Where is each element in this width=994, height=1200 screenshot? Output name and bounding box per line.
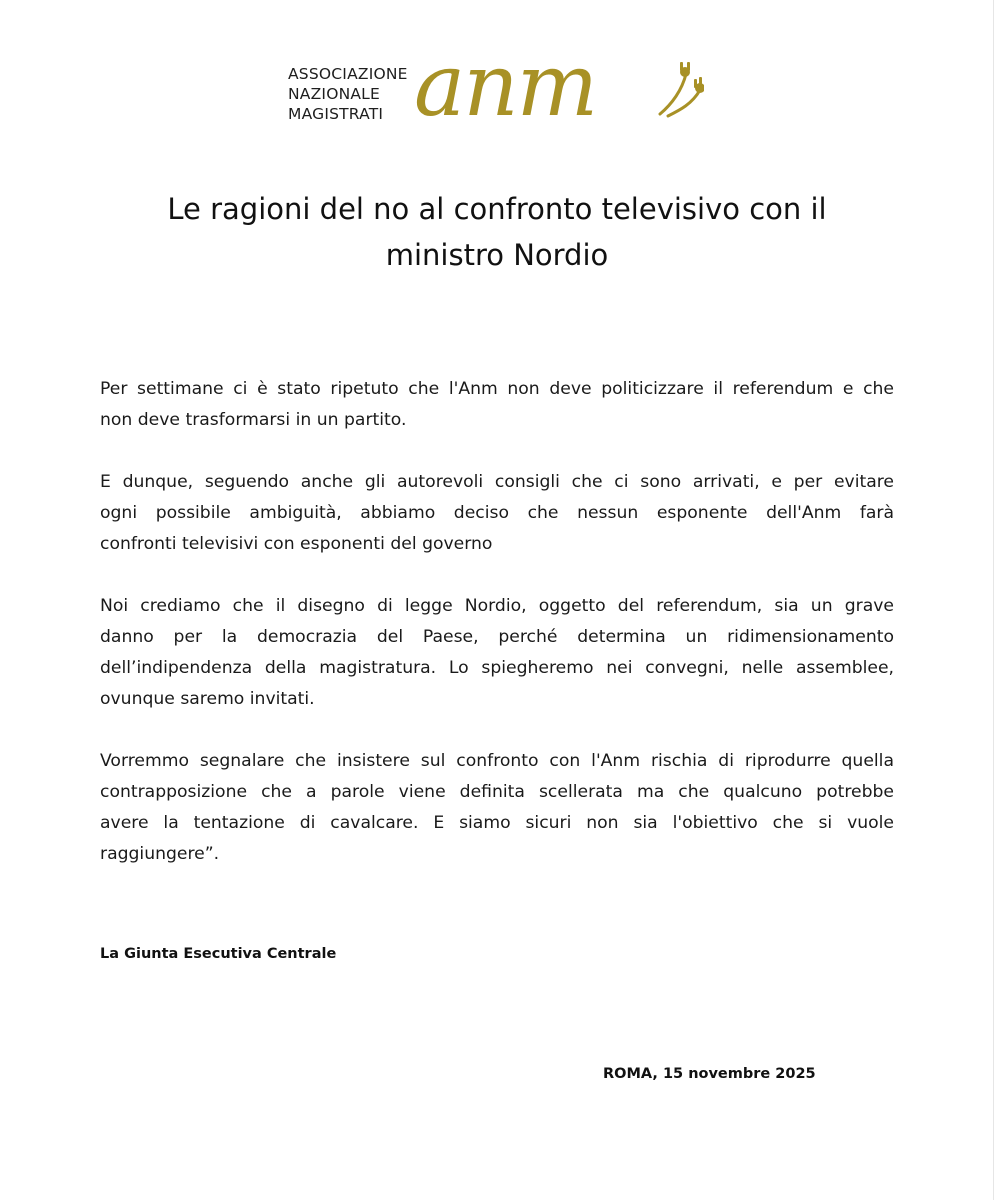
paragraph-line: avere la tentazione di cavalcare. E siamo sicuri non sia l'obiettivo che si vuole — [100, 813, 894, 833]
paragraph-line: E dunque, seguendo anche gli autorevoli consigli che ci sono arrivati, e per evitare — [100, 472, 894, 492]
date-line: ROMA, 15 novembre 2025 — [603, 1066, 816, 1082]
title-line: Le ragioni del no al confronto televisivo con il — [167, 192, 827, 226]
logo-organization-name — [288, 64, 408, 124]
paragraph-line: confronti televisivi con esponenti del governo — [100, 534, 493, 554]
signature: La Giunta Esecutiva Centrale — [100, 946, 337, 962]
paragraph-line: dell’indipendenza della magistratura. Lo spiegheremo nei convegni, nelle assemblee, — [100, 658, 894, 678]
logo-org-line: MAGISTRATI — [288, 105, 384, 123]
paragraph-line: contrapposizione che a parole viene definita scellerata ma che qualcuno potrebbe — [100, 782, 894, 802]
statement-body — [100, 374, 894, 901]
paragraph-line: non deve trasformarsi in un partito. — [100, 410, 407, 430]
paragraph-line: ogni possibile ambiguità, abbiamo deciso che nessun esponente dell'Anm farà — [100, 503, 894, 523]
title-line: ministro Nordio — [385, 238, 609, 272]
paragraph-line: Noi crediamo che il disegno di legge Nordio, oggetto del referendum, sia un grave — [100, 596, 894, 616]
paragraph-line: raggiungere”. — [100, 844, 220, 864]
paragraph-line: Per settimane ci è stato ripetuto che l'Anm non deve politicizzare il referendum e che — [100, 379, 894, 399]
page-title — [0, 186, 994, 278]
paragraph-line: ovunque saremo invitati. — [100, 689, 315, 709]
paragraph — [100, 374, 894, 436]
logo-wordmark: anm — [414, 36, 597, 136]
paragraph — [100, 467, 894, 560]
paragraph-line: danno per la democrazia del Paese, perché determina un ridimensionamento — [100, 627, 894, 647]
scales-of-justice-icon — [654, 60, 704, 120]
logo-org-line: NAZIONALE — [288, 85, 381, 103]
paragraph — [100, 746, 894, 870]
paragraph-line: Vorremmo segnalare che insistere sul confronto con l'Anm rischia di riprodurre quella — [100, 751, 894, 771]
anm-logo — [288, 36, 708, 136]
logo-org-line: ASSOCIAZIONE — [288, 65, 408, 83]
paragraph — [100, 591, 894, 715]
logo-mark — [414, 36, 704, 136]
